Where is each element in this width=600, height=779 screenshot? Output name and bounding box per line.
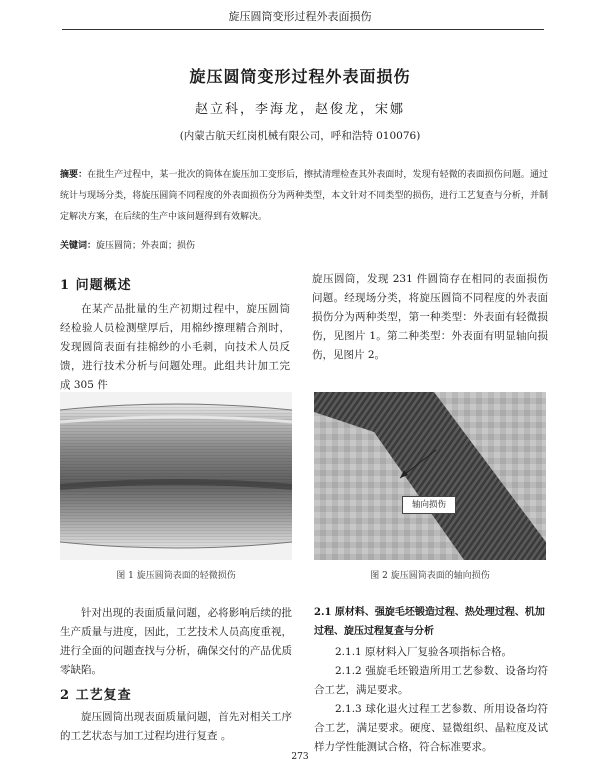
left-bottom-paragraph: 针对出现的表面质量问题，必将影响后续的批生产质量与进度，因此，工艺技术人员高度重视，进行全面的问题查找与分析，确保交付的产品优质零缺陷。 [60,607,292,676]
paper-title: 旋压圆筒变形过程外表面损伤 [189,67,411,86]
keywords [60,238,548,254]
figure-2-label-box: 轴向损伤 [402,496,456,514]
section21-heading: 2.1 原材料、强旋毛坯锻造过程、热处理过程、机加过程、旋压过程复查与分析 [314,607,545,637]
paper-authors: 赵立科，李海龙，赵俊龙，宋娜 [194,102,405,117]
section2-heading: 2 工艺复查 [60,688,132,703]
abstract-text: 在批生产过程中，某一批次的筒体在旋压加工变形后，擦拭清理检查其外表面时，发现有轻微的表面损伤问题。通过统计与现场分类，将旋压圆筒不同程度的外表面损伤分为两种类型，本文针对不同类型的损伤，进行工艺复查与分析，并制定解决方案，在后续的生产中该问题得到有效解决。 [60,170,548,222]
keywords-text: 旋压圆筒；外表面；损伤 [96,241,196,251]
section21-item-2: 2.1.2 强旋毛坯锻造所用工艺参数、设备均符合工艺，满足要求。 [314,665,548,696]
section21-item-3: 2.1.3 球化退火过程工艺参数、所用设备均符合工艺，满足要求。硬度、显微组织、晶粒度及试样力学性能测试合格，符合标准要求。 [314,703,548,753]
section1-paragraph: 在某产品批量的生产初期过程中，旋压圆筒经检验人员检测壁厚后，用棉纱擦理精合剂时，发现圆筒表面有挂棉纱的小毛刺，向技术人员反馈，进行技术分析与问题处理。此组共计加工完成 305 件 [60,303,290,391]
section1-heading: 1 问题概述 [60,278,132,293]
figure-1-caption: 图 1 旋压圆筒表面的轻微损伤 [116,571,236,581]
abstract [60,165,548,228]
abstract-label: 摘要： [60,170,88,180]
figure-2-caption: 图 2 旋压圆筒表面的轴向损伤 [370,571,490,581]
section2-paragraph: 旋压圆筒出现表面质量问题，首先对相关工序的工艺状态与加工过程均进行复查 。 [60,711,292,742]
figure-2-image [314,392,546,560]
paper-affiliation: (内蒙古航天红岗机械有限公司，呼和浩特 010076) [179,130,421,142]
keywords-label: 关键词： [60,241,97,251]
section21-item-1: 2.1.1 原材料入厂复验各项指标合格。 [335,646,513,658]
figure-2-svg [314,392,546,560]
figure-1-image [60,392,292,560]
figure-1-svg [60,392,292,560]
page-number: 273 [291,752,309,762]
running-header: 旋压圆筒变形过程外表面损伤 [228,10,372,23]
section1-paragraph-continued: 旋压圆筒，发现 231 件圆筒存在相同的表面损伤问题。经现场分类，将旋压圆筒不同程度的外表面损伤分为两种类型，第一种类型：外表面有轻微损伤，见图片 1。第二种类型：外表面有明显轴向损伤，见图片 2。 [312,273,548,361]
header-rule [62,29,544,30]
